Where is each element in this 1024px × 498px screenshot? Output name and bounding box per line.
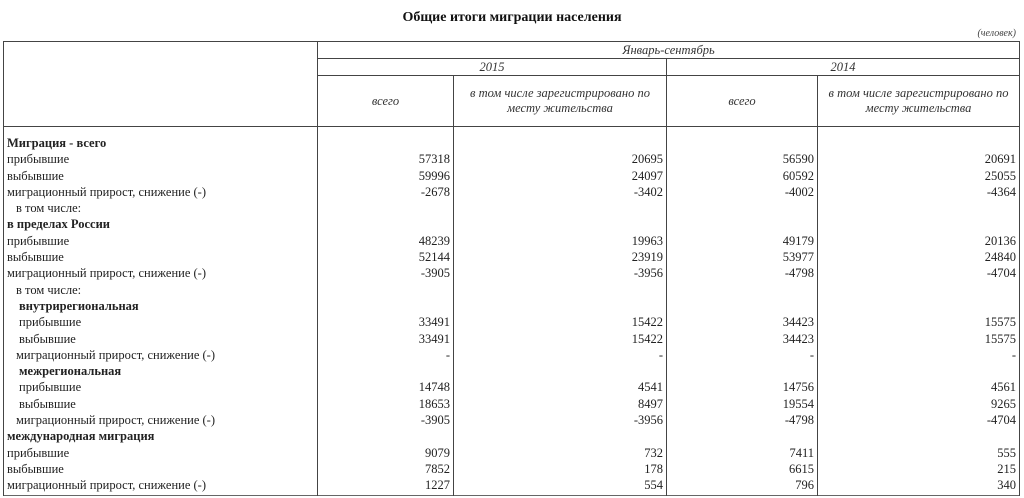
value-2014-registered: 15575 bbox=[818, 331, 1020, 347]
value-2015-registered bbox=[454, 363, 667, 379]
page-title: Общие итоги миграции населения bbox=[402, 10, 622, 25]
value-2014-registered: 4561 bbox=[818, 379, 1020, 395]
value-2015-registered: -3956 bbox=[454, 265, 667, 281]
value-2014-registered: 20136 bbox=[818, 233, 1020, 249]
table-row bbox=[4, 396, 1020, 412]
row-label: прибывшие bbox=[4, 151, 318, 167]
value-2014-total bbox=[667, 298, 818, 314]
table-row bbox=[4, 363, 1020, 379]
header-corner bbox=[4, 42, 318, 127]
value-2014-total bbox=[667, 363, 818, 379]
header-period: Январь-сентябрь bbox=[318, 42, 1020, 59]
table-row bbox=[4, 331, 1020, 347]
value-2014-total: -4798 bbox=[667, 265, 818, 281]
table-row bbox=[4, 265, 1020, 281]
value-2014-registered: 25055 bbox=[818, 168, 1020, 184]
value-2014-registered bbox=[818, 428, 1020, 444]
value-2014-total bbox=[667, 428, 818, 444]
row-label: внутрирегиональная bbox=[4, 298, 318, 314]
value-2015-registered bbox=[454, 200, 667, 216]
value-2015-total bbox=[318, 127, 454, 152]
value-2014-registered bbox=[818, 282, 1020, 298]
value-2014-registered bbox=[818, 298, 1020, 314]
table-row bbox=[4, 412, 1020, 428]
row-label: миграционный прирост, снижение (-) bbox=[4, 412, 318, 428]
value-2015-total bbox=[318, 282, 454, 298]
value-2015-registered: 8497 bbox=[454, 396, 667, 412]
unit-label: (человек) bbox=[977, 28, 1016, 39]
row-label: выбывшие bbox=[4, 331, 318, 347]
row-label: миграционный прирост, снижение (-) bbox=[4, 347, 318, 363]
value-2014-total: 6615 bbox=[667, 461, 818, 477]
migration-table bbox=[3, 41, 1020, 496]
table-row bbox=[4, 127, 1020, 152]
row-label: в том числе: bbox=[4, 200, 318, 216]
header-total-2014: всего bbox=[667, 76, 818, 127]
row-label: прибывшие bbox=[4, 379, 318, 395]
table-row bbox=[4, 216, 1020, 232]
value-2015-total: - bbox=[318, 347, 454, 363]
value-2015-registered: -3402 bbox=[454, 184, 667, 200]
row-label: межрегиональная bbox=[4, 363, 318, 379]
value-2014-registered: 555 bbox=[818, 445, 1020, 461]
value-2015-registered bbox=[454, 428, 667, 444]
value-2014-total: -4002 bbox=[667, 184, 818, 200]
table-row bbox=[4, 347, 1020, 363]
value-2014-registered: -4704 bbox=[818, 265, 1020, 281]
table-row bbox=[4, 168, 1020, 184]
row-label: миграционный прирост, снижение (-) bbox=[4, 265, 318, 281]
value-2014-registered bbox=[818, 216, 1020, 232]
value-2015-registered: 20695 bbox=[454, 151, 667, 167]
row-label: в том числе: bbox=[4, 282, 318, 298]
value-2015-total bbox=[318, 363, 454, 379]
value-2014-total: -4798 bbox=[667, 412, 818, 428]
value-2014-total: 19554 bbox=[667, 396, 818, 412]
table-row bbox=[4, 184, 1020, 200]
row-label: выбывшие bbox=[4, 249, 318, 265]
table-row bbox=[4, 314, 1020, 330]
value-2014-registered: 20691 bbox=[818, 151, 1020, 167]
header-year-2015: 2015 bbox=[318, 59, 667, 76]
value-2014-registered: 215 bbox=[818, 461, 1020, 477]
value-2015-total bbox=[318, 298, 454, 314]
value-2014-total: 14756 bbox=[667, 379, 818, 395]
value-2014-total: 34423 bbox=[667, 331, 818, 347]
value-2015-total: -3905 bbox=[318, 412, 454, 428]
value-2015-registered bbox=[454, 127, 667, 152]
value-2015-total: 33491 bbox=[318, 314, 454, 330]
value-2014-total bbox=[667, 200, 818, 216]
row-label: прибывшие bbox=[4, 445, 318, 461]
value-2015-registered: 15422 bbox=[454, 331, 667, 347]
value-2014-registered: -4704 bbox=[818, 412, 1020, 428]
value-2015-total: 33491 bbox=[318, 331, 454, 347]
value-2015-total: 7852 bbox=[318, 461, 454, 477]
value-2014-registered: 9265 bbox=[818, 396, 1020, 412]
value-2015-registered bbox=[454, 216, 667, 232]
table-body bbox=[4, 127, 1020, 496]
value-2015-total: 9079 bbox=[318, 445, 454, 461]
value-2014-total: 34423 bbox=[667, 314, 818, 330]
value-2015-registered bbox=[454, 298, 667, 314]
row-label: миграционный прирост, снижение (-) bbox=[4, 477, 318, 495]
value-2015-total bbox=[318, 216, 454, 232]
table-row bbox=[4, 298, 1020, 314]
row-label: прибывшие bbox=[4, 233, 318, 249]
table-row bbox=[4, 151, 1020, 167]
value-2014-total bbox=[667, 127, 818, 152]
value-2015-total: 48239 bbox=[318, 233, 454, 249]
table-row bbox=[4, 445, 1020, 461]
value-2015-registered: 732 bbox=[454, 445, 667, 461]
value-2015-total bbox=[318, 200, 454, 216]
row-label: в пределах России bbox=[4, 216, 318, 232]
row-label: международная миграция bbox=[4, 428, 318, 444]
value-2014-registered: 24840 bbox=[818, 249, 1020, 265]
row-label: выбывшие bbox=[4, 461, 318, 477]
header-year-2014: 2014 bbox=[667, 59, 1020, 76]
table-row bbox=[4, 461, 1020, 477]
row-label: выбывшие bbox=[4, 396, 318, 412]
value-2015-total: 1227 bbox=[318, 477, 454, 495]
value-2014-registered: 15575 bbox=[818, 314, 1020, 330]
value-2015-registered: 554 bbox=[454, 477, 667, 495]
table-row bbox=[4, 379, 1020, 395]
value-2014-total: 796 bbox=[667, 477, 818, 495]
value-2015-total: 52144 bbox=[318, 249, 454, 265]
value-2015-registered: -3956 bbox=[454, 412, 667, 428]
value-2014-registered: 340 bbox=[818, 477, 1020, 495]
header-total-2015: всего bbox=[318, 76, 454, 127]
value-2014-total: 7411 bbox=[667, 445, 818, 461]
value-2014-total bbox=[667, 282, 818, 298]
row-label: миграционный прирост, снижение (-) bbox=[4, 184, 318, 200]
value-2014-registered bbox=[818, 127, 1020, 152]
value-2015-total: -3905 bbox=[318, 265, 454, 281]
value-2014-total bbox=[667, 216, 818, 232]
value-2015-registered: 19963 bbox=[454, 233, 667, 249]
table-row bbox=[4, 200, 1020, 216]
value-2014-registered bbox=[818, 363, 1020, 379]
value-2014-registered bbox=[818, 200, 1020, 216]
table-row bbox=[4, 282, 1020, 298]
value-2014-registered: - bbox=[818, 347, 1020, 363]
value-2015-total: 57318 bbox=[318, 151, 454, 167]
value-2015-registered: 15422 bbox=[454, 314, 667, 330]
value-2014-total: 49179 bbox=[667, 233, 818, 249]
value-2015-registered: 4541 bbox=[454, 379, 667, 395]
value-2015-total: 14748 bbox=[318, 379, 454, 395]
table-row bbox=[4, 477, 1020, 495]
header-registered-2014: в том числе зарегистрировано по месту жительства bbox=[818, 76, 1020, 127]
value-2014-total: - bbox=[667, 347, 818, 363]
value-2015-total bbox=[318, 428, 454, 444]
header-registered-2015: в том числе зарегистрировано по месту жительства bbox=[454, 76, 667, 127]
value-2014-registered: -4364 bbox=[818, 184, 1020, 200]
row-label: Миграция - всего bbox=[4, 127, 318, 152]
value-2015-total: -2678 bbox=[318, 184, 454, 200]
value-2015-registered: 23919 bbox=[454, 249, 667, 265]
table-row bbox=[4, 249, 1020, 265]
table-row bbox=[4, 233, 1020, 249]
value-2014-total: 53977 bbox=[667, 249, 818, 265]
value-2014-total: 60592 bbox=[667, 168, 818, 184]
value-2015-registered: 178 bbox=[454, 461, 667, 477]
value-2015-registered bbox=[454, 282, 667, 298]
table-row bbox=[4, 428, 1020, 444]
value-2015-registered: 24097 bbox=[454, 168, 667, 184]
value-2015-total: 18653 bbox=[318, 396, 454, 412]
value-2015-registered: - bbox=[454, 347, 667, 363]
value-2014-total: 56590 bbox=[667, 151, 818, 167]
row-label: прибывшие bbox=[4, 314, 318, 330]
value-2015-total: 59996 bbox=[318, 168, 454, 184]
row-label: выбывшие bbox=[4, 168, 318, 184]
